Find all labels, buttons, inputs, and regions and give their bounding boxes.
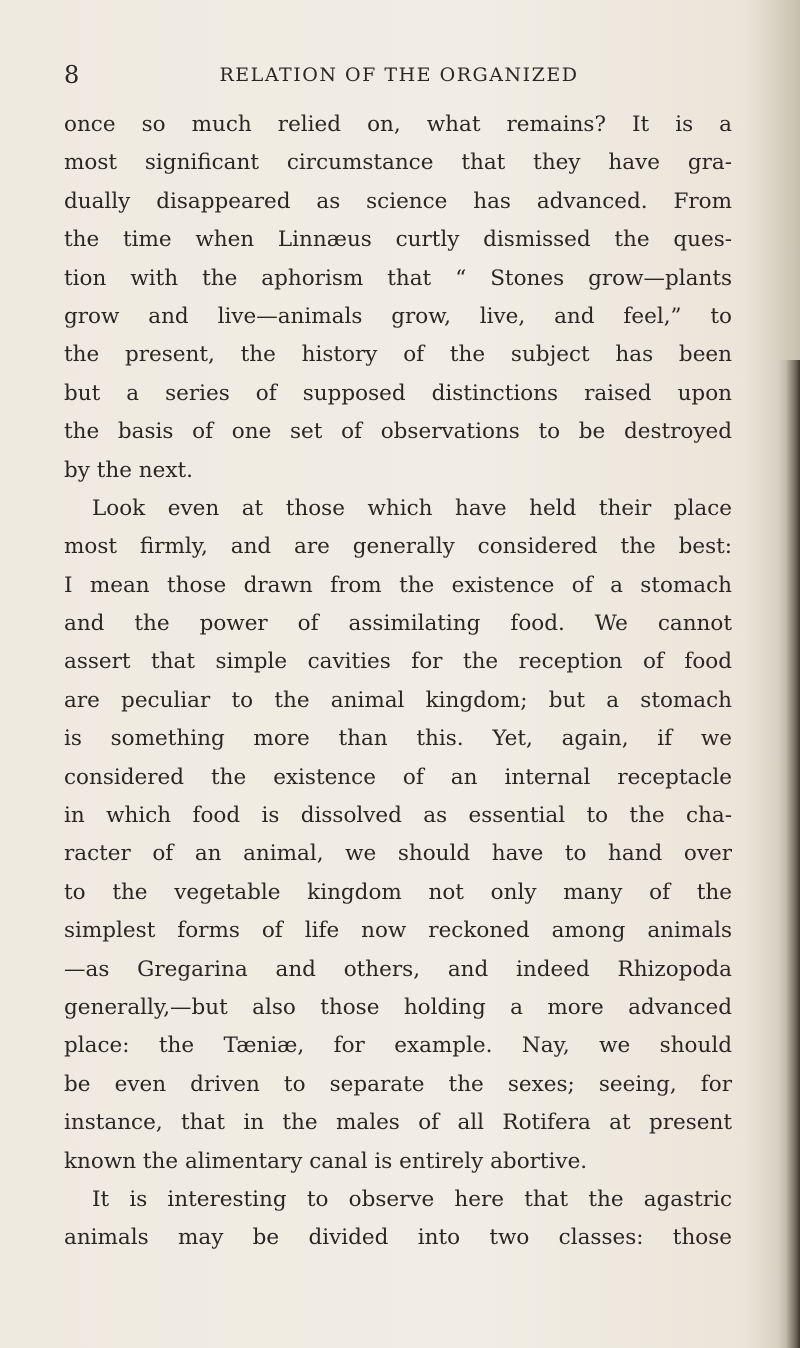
text-line: place: the Tæniæ, for example. Nay, we should xyxy=(64,1033,732,1059)
page-number: 8 xyxy=(64,61,80,89)
text-line: the present, the history of the subject has been xyxy=(64,342,732,368)
text-line: —as Gregarina and others, and indeed Rhizopoda xyxy=(64,956,732,982)
text-line: the basis of one set of observations to be destroyed xyxy=(64,419,732,445)
text-line: once so much relied on, what remains? It is a xyxy=(64,112,732,137)
text-line: to the vegetable kingdom not only many of the xyxy=(64,879,732,905)
paragraph-end-line: known the alimentary canal is entirely abortive. xyxy=(64,1148,588,1174)
text-line: generally,—but also those holding a more advanced xyxy=(64,994,732,1020)
running-head: RELATION OF THE ORGANIZED xyxy=(219,64,579,86)
text-line: be even driven to separate the sexes; seeing, for xyxy=(64,1071,732,1097)
text-line: but a series of supposed distinctions raised upon xyxy=(64,380,732,406)
text-line: simplest forms of life now reckoned among animals xyxy=(64,918,732,944)
text-line: racter of an animal, we should have to hand over xyxy=(64,841,732,867)
text-line: assert that simple cavities for the reception of food xyxy=(64,649,732,675)
text-line: and the power of assimilating food. We cannot xyxy=(64,611,732,637)
text-line: instance, that in the males of all Rotifera at present xyxy=(64,1110,732,1136)
paragraph-end-line: by the next. xyxy=(64,457,193,483)
text-line: tion with the aphorism that “ Stones grow—plants xyxy=(64,265,732,291)
text-line: in which food is dissolved as essential to the cha- xyxy=(64,803,732,829)
text-line: I mean those drawn from the existence of a stomach xyxy=(64,572,732,598)
text-line: considered the existence of an internal receptacle xyxy=(64,764,732,790)
text-line: are peculiar to the animal kingdom; but a stomach xyxy=(64,687,732,713)
page-header xyxy=(64,60,734,90)
body-text xyxy=(64,106,732,1258)
text-line: is something more than this. Yet, again, if we xyxy=(64,726,732,752)
text-line: dually disappeared as science has advanced. From xyxy=(64,188,732,214)
text-line: most firmly, and are generally considered the best: xyxy=(64,534,732,560)
paragraph-start-line: It is interesting to observe here that the agastric xyxy=(92,1186,732,1212)
text-line: the time when Linnæus curtly dismissed the ques- xyxy=(64,227,732,253)
page-edge-shadow xyxy=(778,360,800,1348)
paragraph-start-line: Look even at those which have held their place xyxy=(92,495,732,521)
text-line: animals may be divided into two classes: those xyxy=(64,1225,732,1251)
text-line: grow and live—animals grow, live, and feel,” to xyxy=(64,303,732,329)
text-line: most significant circumstance that they have gra- xyxy=(64,150,732,176)
